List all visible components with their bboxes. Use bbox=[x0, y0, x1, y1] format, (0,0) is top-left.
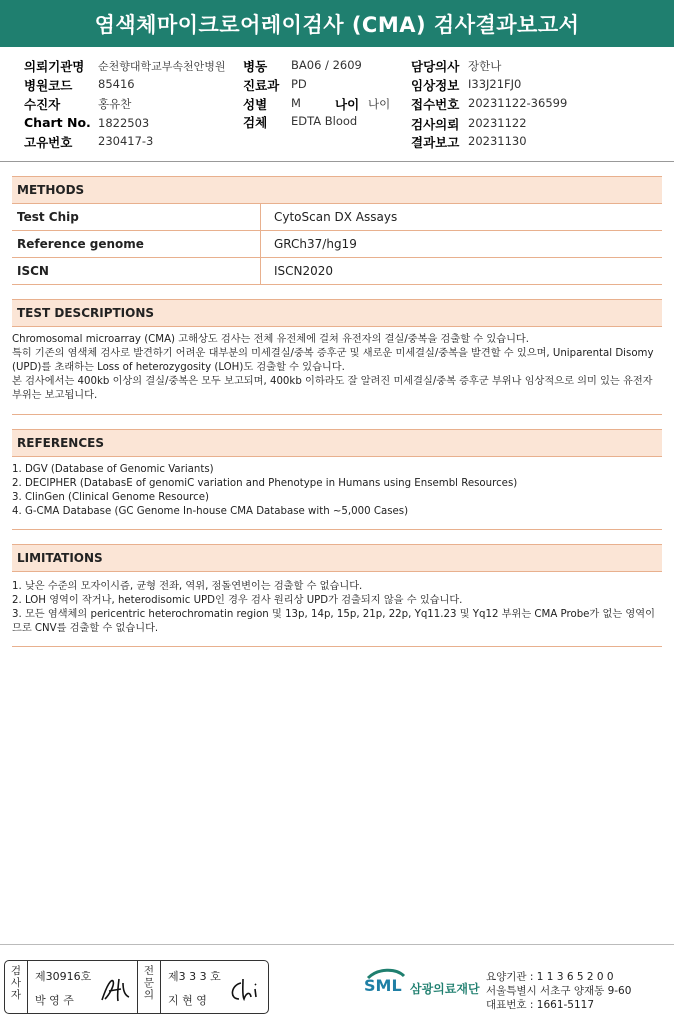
info-divider bbox=[0, 161, 674, 162]
clinical-value: I33J21FJ0 bbox=[468, 77, 522, 91]
reference-item: 2. DECIPHER (DatabasE of genomiC variation and Phenotype in Humans using Ensembl Resources) bbox=[12, 478, 518, 489]
receipt-label: 접수번호 bbox=[411, 97, 460, 112]
logo-org-name: 삼광의료재단 bbox=[410, 982, 480, 996]
patient-label: 수진자 bbox=[24, 97, 61, 112]
methods-key: Test Chip bbox=[17, 210, 79, 224]
reference-item: 4. G-CMA Database (GC Genome In-house CMA Database with ~5,000 Cases) bbox=[12, 506, 409, 517]
methods-row bbox=[12, 258, 662, 285]
report-date-value: 20231130 bbox=[468, 134, 527, 148]
request-value: 20231122 bbox=[468, 116, 527, 130]
footer-address: 서울특별시 서초구 양재동 9-60 bbox=[486, 985, 632, 997]
specimen-value: EDTA Blood bbox=[291, 114, 358, 128]
dept-label: 진료과 bbox=[243, 78, 280, 93]
dept-value: PD bbox=[291, 77, 307, 91]
methods-value: GRCh37/hg19 bbox=[274, 237, 357, 251]
patient-value: 홍유찬 bbox=[98, 97, 132, 111]
methods-separator bbox=[260, 258, 261, 284]
limitations-list bbox=[12, 580, 664, 636]
sign-divider bbox=[27, 961, 28, 1013]
report-title: 염색체마이크로어레이검사 (CMA) 검사결과보고서 bbox=[0, 0, 674, 47]
expert-label bbox=[138, 965, 160, 1001]
age-value: 나이 bbox=[368, 97, 391, 111]
doctor-value: 장한나 bbox=[468, 59, 502, 73]
methods-header: METHODS bbox=[12, 176, 662, 204]
reference-item: 3. ClinGen (Clinical Genome Resource) bbox=[12, 492, 209, 503]
methods-key: Reference genome bbox=[17, 237, 144, 251]
sex-label: 성별 bbox=[243, 97, 268, 112]
ward-value: BA06 / 2609 bbox=[291, 58, 362, 72]
descriptions-end-rule bbox=[12, 414, 662, 415]
request-label: 검사의뢰 bbox=[411, 117, 460, 132]
references-list bbox=[12, 463, 664, 519]
descriptions-header: TEST DESCRIPTIONS bbox=[12, 299, 662, 327]
limitation-item: 3. 모든 염색체의 pericentric heterochromatin region 및 13p, 14p, 15p, 21p, 22p, Yq11.23 및 Yq12 부위는 CMA Probe가 없는 영역이므로 CNV를 검출할 수 없습니다. bbox=[12, 609, 655, 634]
clinical-label: 임상정보 bbox=[411, 78, 460, 93]
limitations-end-rule bbox=[12, 646, 662, 647]
references-end-rule bbox=[12, 529, 662, 530]
footer-phone: 대표번호 : 1661-5117 bbox=[486, 999, 595, 1011]
tester-label-text: 검사자 bbox=[10, 965, 22, 1001]
methods-row bbox=[12, 231, 662, 258]
signature-box bbox=[4, 960, 269, 1014]
ward-label: 병동 bbox=[243, 59, 268, 74]
hospital-value: 순천향대학교부속천안병원 bbox=[98, 60, 226, 73]
doctor-label: 담당의사 bbox=[411, 59, 460, 74]
uid-value: 230417-3 bbox=[98, 134, 154, 148]
methods-separator bbox=[260, 231, 261, 257]
expert-label-text: 전문의 bbox=[143, 965, 155, 1001]
patient-info-block bbox=[0, 52, 674, 158]
hospital-label: 의뢰기관명 bbox=[24, 59, 85, 74]
age-label: 나이 bbox=[335, 97, 360, 112]
methods-value: ISCN2020 bbox=[274, 264, 334, 278]
uid-label: 고유번호 bbox=[24, 135, 73, 150]
sex-value: M bbox=[291, 96, 301, 110]
footer-code: 요양기관 : 1 1 3 6 5 2 0 0 bbox=[486, 971, 614, 983]
limitation-item: 1. 낮은 수준의 모자이시즘, 균형 전좌, 역위, 점돌연변이는 검출할 수 없습니다. bbox=[12, 581, 363, 592]
methods-value: CytoScan DX Assays bbox=[274, 210, 398, 224]
methods-separator bbox=[260, 204, 261, 230]
methods-key: ISCN bbox=[17, 264, 49, 278]
tester-signature-icon bbox=[99, 975, 135, 1005]
descriptions-body bbox=[12, 333, 664, 403]
expert-signature-icon bbox=[227, 975, 265, 1005]
description-paragraph: 본 검사에서는 400kb 이상의 결실/중복은 모두 보고되며, 400kb 이하라도 잘 알려진 미세결실/중복 증후군 부위나 임상적으로 의미 있는 유전자 부위는 보고됩니다. bbox=[12, 376, 653, 401]
receipt-value: 20231122-36599 bbox=[468, 96, 568, 110]
chart-label: Chart No. bbox=[24, 115, 91, 130]
reference-item: 1. DGV (Database of Genomic Variants) bbox=[12, 464, 214, 475]
tester-name: 박 영 주 bbox=[35, 994, 74, 1007]
logo-text: SML bbox=[364, 976, 402, 995]
specimen-label: 검체 bbox=[243, 115, 268, 130]
hospcode-label: 병원코드 bbox=[24, 78, 73, 93]
tester-label bbox=[5, 965, 27, 1001]
references-header: REFERENCES bbox=[12, 429, 662, 457]
footer-divider bbox=[0, 944, 674, 945]
report-date-label: 결과보고 bbox=[411, 135, 460, 150]
description-paragraph: 특히 기존의 염색체 검사로 발견하기 어려운 대부분의 미세결실/중복 증후군 및 새로운 미세결실/중복을 발견할 수 있으며, Uniparental Disomy (UPD)를 초래하는 Loss of heterozygosity (LOH)도 검출할 수 있습니다. bbox=[12, 348, 654, 373]
expert-number: 제3 3 3 호 bbox=[168, 970, 221, 983]
chart-value: 1822503 bbox=[98, 116, 150, 130]
sign-divider bbox=[160, 961, 161, 1013]
tester-number: 제30916호 bbox=[35, 970, 92, 983]
expert-name: 지 현 영 bbox=[168, 994, 207, 1007]
description-paragraph: Chromosomal microarray (CMA) 고해상도 검사는 전체 유전체에 걸쳐 유전자의 결실/중복을 검출할 수 있습니다. bbox=[12, 334, 529, 345]
limitations-header: LIMITATIONS bbox=[12, 544, 662, 572]
limitation-item: 2. LOH 영역이 작거나, heterodisomic UPD인 경우 검사 원리상 UPD가 검출되지 않을 수 있습니다. bbox=[12, 595, 463, 606]
methods-row bbox=[12, 204, 662, 231]
hospcode-value: 85416 bbox=[98, 77, 135, 91]
